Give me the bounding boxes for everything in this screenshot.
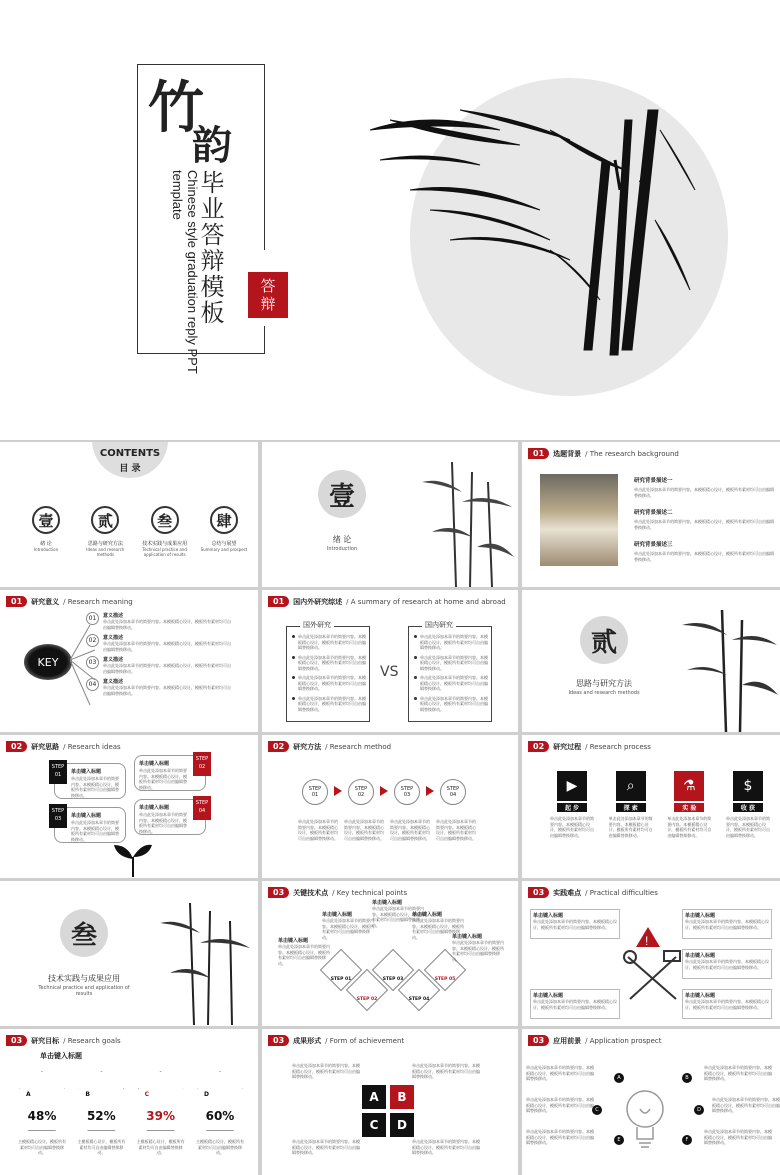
method-step-text: 单击此处添加本章节的简要内容。本模板精心设计，模板所有素材均可自由编辑替换移动。 [390, 819, 430, 841]
goal-text: 主模板精心设计，模板所有素材均可自由编辑替换移动。 [77, 1139, 126, 1155]
contents-item[interactable] [139, 506, 191, 557]
foreign-research-label: 国外研究 [300, 620, 334, 630]
ideas-step[interactable] [51, 763, 126, 799]
ideas-step-text: 单击此处添加本章节的简要内容。本模板精心设计，模板所有素材均可自由编辑替换移动。 [71, 776, 119, 798]
topic-background-slide[interactable] [522, 442, 780, 587]
heading-english: / Key technical points [332, 888, 408, 897]
prospect-text: 单击此处添加本章节的简要内容。本模板精心设计，模板所有素材均可自由编辑替换移动。 [526, 1129, 594, 1145]
summary-bullet [414, 634, 488, 651]
tech-note-text: 单击此处添加本章节的简要内容。本模板精心设计，模板所有素材均可自由编辑替换移动。 [322, 918, 374, 940]
heading-number: 03 [6, 1035, 27, 1046]
process-text: 单击此处添加本章节的简要内容。本模板精心设计，模板所有素材均可自由编辑替换移动。 [725, 816, 770, 838]
slide-heading [6, 741, 121, 752]
heading-english: / The research background [585, 449, 679, 458]
method-step-text: 单击此处添加本章节的简要内容。本模板精心设计，模板所有素材均可自由编辑替换移动。 [344, 819, 384, 841]
difficulty-title: 单击键入标题 [685, 953, 716, 959]
process-label: 起 步 [557, 803, 587, 812]
meaning-item-number: 01 [86, 612, 99, 625]
difficulty-text: 单击此处添加本章节的简要内容。本模板精心设计，模板所有素材均可自由编辑替换移动。 [685, 999, 769, 1010]
tech-step-label: STEP 01 [330, 977, 352, 982]
difficulty-text: 单击此处添加本章节的简要内容。本模板精心设计，模板所有素材均可自由编辑替换移动。 [685, 919, 769, 930]
process-item[interactable] [609, 771, 653, 838]
topic-item [634, 476, 774, 498]
heading-english: / Application prospect [585, 1036, 662, 1045]
seal-char-2: 辩 [260, 295, 276, 313]
process-items [550, 771, 770, 838]
tech-step-label: STEP 05 [434, 977, 456, 982]
summary-bullet [292, 696, 366, 713]
difficulty-title: 单击键入标题 [533, 913, 564, 919]
summary-bullet-text: 单击此处添加本章节的简要内容。本模板精心设计，模板所有素材均可自由编辑替换移动。 [420, 695, 488, 712]
method-step-circle[interactable]: STEP 03 [394, 779, 420, 805]
cover-slide[interactable] [0, 0, 780, 440]
process-item[interactable] [726, 771, 770, 838]
meaning-item-title: 意义描述 [103, 657, 124, 663]
lightbulb-icon [622, 1087, 668, 1153]
research-process-slide[interactable] [522, 735, 780, 878]
process-item[interactable] [550, 771, 594, 838]
section-subtitle: Technical practice and application of results [38, 985, 130, 997]
meaning-item-text: 单击此处添加本章节的简要内容。本模板精心设计，模板所有素材均可自由编辑替换移动。 [103, 619, 231, 630]
svg-text:!: ! [645, 934, 649, 948]
vs-label: VS [380, 664, 399, 680]
process-icon: ▶ [557, 771, 587, 801]
heading-number: 03 [528, 887, 549, 898]
ideas-step[interactable] [51, 807, 126, 843]
summary-bullet [414, 655, 488, 672]
heading-text: 关键技术点 [293, 888, 329, 897]
meaning-item-body [103, 612, 233, 630]
step-badge: STEP 04 [193, 796, 211, 820]
bamboo-illustration [370, 100, 700, 360]
heading-number: 01 [528, 448, 549, 459]
bullet-dot-icon [414, 676, 417, 679]
title-en: Chinese style graduation reply PPT template [170, 170, 200, 374]
summary-bullet-text: 单击此处添加本章节的简要内容。本模板精心设计，模板所有素材均可自由编辑替换移动。 [420, 634, 488, 650]
goal-item [18, 1071, 66, 1156]
method-step-text: 单击此处添加本章节的简要内容。本模板精心设计，模板所有素材均可自由编辑替换移动。 [298, 819, 338, 841]
slide-heading [528, 448, 679, 459]
contents-item-title: 技术实践与成果应用 [142, 541, 188, 547]
title-big-1: 竹 [148, 75, 204, 141]
tech-note-title: 单击键入标题 [452, 934, 483, 940]
key-tech-slide[interactable] [262, 881, 518, 1026]
bullet-dot-icon [292, 635, 295, 638]
bullet-dot-icon [414, 656, 417, 659]
heading-english: / Research ideas [63, 742, 121, 751]
topic-item [634, 540, 774, 562]
meaning-item-text: 单击此处添加本章节的简要内容。本模板精心设计，模板所有素材均可自由编辑替换移动。 [103, 685, 231, 696]
difficulty-box [530, 989, 620, 1019]
tech-note-text: 单击此处添加本章节的简要内容。本模板精心设计，模板所有素材均可自由编辑替换移动。 [372, 906, 424, 928]
goal-percent: 39% [146, 1109, 176, 1123]
topic-items [634, 476, 774, 572]
summary-bullet-text: 单击此处添加本章节的简要内容。本模板精心设计，模板所有素材均可自由编辑替换移动。 [298, 634, 366, 650]
ideas-step-text: 单击此处添加本章节的简要内容。本模板精心设计，模板所有素材均可自由编辑替换移动。 [71, 820, 119, 842]
heading-number: 03 [268, 1035, 289, 1046]
meaning-item [86, 656, 254, 674]
ideas-step-title: 单击键入标题 [139, 761, 170, 767]
difficulty-text: 单击此处添加本章节的简要内容。本模板精心设计，模板所有素材均可自由编辑替换移动。 [685, 959, 769, 970]
contents-slide[interactable] [0, 442, 258, 587]
topic-item-title: 研究背景描述一 [634, 478, 673, 484]
difficulty-title: 单击键入标题 [533, 993, 564, 999]
method-step-text: 单击此处添加本章节的简要内容。本模板精心设计，模板所有素材均可自由编辑替换移动。 [436, 819, 476, 841]
heading-text: 应用前景 [553, 1036, 582, 1045]
summary-bullet [292, 655, 366, 672]
achieve-square[interactable]: C [362, 1113, 386, 1137]
difficulty-box [530, 909, 620, 939]
contents-item-subtitle: Introduction [33, 547, 59, 552]
topic-item [634, 508, 774, 530]
goal-letter: B [85, 1091, 90, 1098]
meaning-item-number: 04 [86, 678, 99, 691]
contents-item[interactable] [198, 506, 250, 557]
goals-heading: 单击键入标题 [40, 1052, 82, 1060]
heading-text: 研究目标 [31, 1036, 60, 1045]
heading-number: 02 [6, 741, 27, 752]
heading-english: / Research goals [63, 1036, 121, 1045]
contents-seal: 叁 [151, 506, 179, 534]
process-icon: ⌕ [616, 771, 646, 801]
heading-number: 02 [268, 741, 289, 752]
goal-percent: 52% [86, 1109, 116, 1123]
summary-bullet-text: 单击此处添加本章节的简要内容。本模板精心设计，模板所有素材均可自由编辑替换移动。 [298, 695, 366, 712]
section2-slide[interactable] [522, 590, 780, 732]
summary-bullet [292, 634, 366, 651]
bullet-dot-icon [292, 697, 295, 700]
goal-item [137, 1071, 185, 1156]
goal-letter: D [203, 1091, 209, 1098]
meaning-item-body [103, 656, 233, 674]
goal-item [196, 1071, 244, 1156]
topic-item-text: 单击此处添加本章节的简要内容。本模板精心设计，模板所有素材均可自由编辑替换移动。 [634, 551, 774, 562]
heading-english: / Research process [585, 742, 651, 751]
title-frame-right-bottom [264, 326, 265, 354]
heading-number: 03 [268, 887, 289, 898]
difficulty-text: 单击此处添加本章节的简要内容。本模板精心设计，模板所有素材均可自由编辑替换移动。 [533, 999, 617, 1010]
ideas-step-text: 单击此处添加本章节的简要内容。本模板精心设计，模板所有素材均可自由编辑替换移动。 [139, 812, 187, 834]
heading-text: 研究过程 [553, 742, 582, 751]
tech-note-title: 单击键入标题 [372, 900, 403, 906]
title-big-2: 韵 [192, 122, 232, 169]
heading-text: 研究方法 [293, 742, 322, 751]
meaning-item-body [103, 678, 233, 696]
ideas-step-title: 单击键入标题 [71, 813, 102, 819]
meaning-item-title: 意义描述 [103, 635, 124, 641]
prospect-node: F [682, 1135, 692, 1145]
domestic-text-list [414, 634, 488, 716]
seal-char-1: 答 [260, 277, 276, 295]
title-frame-right [264, 64, 265, 250]
goal-percent: 48% [27, 1109, 57, 1123]
summary-bullet-text: 单击此处添加本章节的简要内容。本模板精心设计，模板所有素材均可自由编辑替换移动。 [298, 675, 366, 691]
topic-item-text: 单击此处添加本章节的简要内容。本模板精心设计，模板所有素材均可自由编辑替换移动。 [634, 487, 774, 498]
bullet-dot-icon [292, 656, 295, 659]
meaning-item-number: 02 [86, 634, 99, 647]
meaning-items [86, 612, 254, 700]
heading-number: 03 [528, 1035, 549, 1046]
tech-step-label: STEP 04 [408, 997, 430, 1002]
step-badge: STEP 01 [49, 760, 67, 784]
method-step-circle[interactable]: STEP 04 [440, 779, 466, 805]
prospect-node: A [614, 1073, 624, 1083]
prospect-text: 单击此处添加本章节的简要内容。本模板精心设计，模板所有素材均可自由编辑替换移动。 [526, 1097, 594, 1113]
contents-seal: 壹 [32, 506, 60, 534]
tech-note [322, 911, 374, 940]
heading-english: / A summary of research at home and abroad [346, 597, 506, 606]
difficulty-box [682, 949, 772, 979]
ideas-step-title: 单击键入标题 [71, 769, 102, 775]
heading-english: / Research method [325, 742, 392, 751]
prospect-text: 单击此处添加本章节的简要内容。本模板精心设计，模板所有素材均可自由编辑替换移动。 [526, 1065, 594, 1081]
goal-letter: A [26, 1091, 31, 1098]
contents-subtitle: 目 录 [119, 464, 141, 474]
slide-heading [528, 887, 658, 898]
section1-slide[interactable] [262, 442, 518, 587]
process-label: 实 验 [674, 803, 704, 812]
prospect-text: 单击此处添加本章节的简要内容。本模板精心设计，模板所有素材均可自由编辑替换移动。 [704, 1129, 772, 1145]
tech-step-label: STEP 03 [382, 977, 404, 982]
goal-text: 主模板精心设计，模板所有素材均可自由编辑替换移动。 [195, 1139, 244, 1155]
summary-bullet [414, 696, 488, 713]
heading-number: 02 [528, 741, 549, 752]
contents-item-title: 绪 论 [40, 541, 52, 547]
process-item[interactable] [667, 771, 711, 838]
contents-title: CONTENTS [99, 448, 161, 459]
meaning-item [86, 678, 254, 696]
seal-stamp [248, 272, 288, 318]
domestic-research-label: 国内研究 [422, 620, 456, 630]
bamboo-small-illustration [682, 610, 778, 732]
section-number-seal: 壹 [318, 470, 366, 518]
heading-text: 实践难点 [553, 888, 582, 897]
sprout-icon [112, 839, 152, 877]
section-title: 绪 论 [332, 535, 352, 544]
arrow-right-icon [380, 786, 388, 796]
contents-item-title: 总结与展望 [211, 541, 237, 547]
achieve-text: 单击此处添加本章节的简要内容。本模板精心设计，模板所有素材均可自由编辑替换移动。 [412, 1063, 480, 1079]
contents-item-subtitle: Ideas and research methods [86, 547, 125, 557]
contents-item-title: 思路与研究方法 [87, 541, 123, 547]
tech-note-text: 单击此处添加本章节的简要内容。本模板精心设计，模板所有素材均可自由编辑替换移动。 [278, 944, 330, 966]
tech-note-title: 单击键入标题 [278, 938, 309, 944]
section-subtitle: Introduction [326, 546, 358, 552]
section-title: 技术实践与成果应用 [48, 974, 120, 983]
section3-slide[interactable] [0, 881, 258, 1026]
achieve-square[interactable]: A [362, 1085, 386, 1109]
slide-heading [268, 596, 506, 607]
goal-text: 主模板精心设计，模板所有素材均可自由编辑替换移动。 [18, 1139, 66, 1155]
bamboo-small-illustration [422, 462, 516, 587]
goals-items [18, 1071, 244, 1156]
ideas-step-title: 单击键入标题 [139, 805, 170, 811]
tech-note-text: 单击此处添加本章节的简要内容。本模板精心设计，模板所有素材均可自由编辑替换移动。 [412, 918, 464, 940]
meaning-item [86, 634, 254, 652]
process-text: 单击此处添加本章节的简要内容。本模板精心设计，模板所有素材均可自由编辑替换移动。 [608, 816, 653, 838]
process-label: 探 索 [616, 803, 646, 812]
ideas-step[interactable] [134, 755, 209, 791]
books-photo [540, 474, 618, 566]
heading-english: / Research meaning [63, 597, 133, 606]
difficulty-text: 单击此处添加本章节的简要内容。本模板精心设计，模板所有素材均可自由编辑替换移动。 [533, 919, 617, 930]
difficulty-title: 单击键入标题 [685, 993, 716, 999]
tools-icon [620, 927, 686, 1003]
contents-seal: 贰 [91, 506, 119, 534]
meaning-item [86, 612, 254, 630]
achieve-text: 单击此处添加本章节的简要内容。本模板精心设计，模板所有素材均可自由编辑替换移动。 [412, 1139, 480, 1155]
achievement-slide[interactable] [262, 1029, 518, 1175]
heading-english: / Practical difficulties [585, 888, 658, 897]
contents-seal: 肆 [210, 506, 238, 534]
prospect-node: D [694, 1105, 704, 1115]
slide-heading [528, 741, 651, 752]
process-text: 单击此处添加本章节的简要内容。本模板精心设计，模板所有素材均可自由编辑替换移动。 [667, 816, 712, 838]
contents-list [20, 506, 250, 557]
meaning-item-title: 意义描述 [103, 613, 124, 619]
ideas-step-text: 单击此处添加本章节的简要内容。本模板精心设计，模板所有素材均可自由编辑替换移动。 [139, 768, 187, 790]
slide-heading [268, 741, 391, 752]
contents-item-subtitle: Summary and prospect [200, 547, 248, 552]
heading-text: 研究思路 [31, 742, 60, 751]
research-method-slide[interactable] [262, 735, 518, 878]
section-number-seal: 叁 [60, 909, 108, 957]
ideas-step[interactable] [134, 799, 209, 835]
prospect-text: 单击此处添加本章节的简要内容。本模板精心设计，模板所有素材均可自由编辑替换移动。 [712, 1097, 780, 1113]
heading-number: 01 [6, 596, 27, 607]
prospect-node: B [682, 1073, 692, 1083]
process-text: 单击此处添加本章节的简要内容。本模板精心设计，模板所有素材均可自由编辑替换移动。 [550, 816, 594, 838]
slide-heading [6, 596, 133, 607]
difficulty-box [682, 909, 772, 939]
process-icon: ⚗ [674, 771, 704, 801]
tech-note-title: 单击键入标题 [412, 912, 443, 918]
bullet-dot-icon [292, 676, 295, 679]
tech-note [412, 911, 464, 940]
prospect-slide[interactable] [522, 1029, 780, 1175]
heading-text: 国内外研究综述 [293, 597, 343, 606]
tech-note-title: 单击键入标题 [322, 912, 353, 918]
process-icon: $ [733, 771, 763, 801]
heading-number: 01 [268, 596, 289, 607]
prospect-node: E [614, 1135, 624, 1145]
heading-text: 选题背景 [553, 449, 582, 458]
step-badge: STEP 03 [49, 804, 67, 828]
bamboo-small-illustration [160, 903, 254, 1025]
arrow-right-icon [426, 786, 434, 796]
achieve-square[interactable]: B [390, 1085, 414, 1109]
bullet-dot-icon [414, 635, 417, 638]
meaning-item-text: 单击此处添加本章节的简要内容。本模板精心设计，模板所有素材均可自由编辑替换移动。 [103, 641, 231, 652]
achieve-text: 单击此处添加本章节的简要内容。本模板精心设计，模板所有素材均可自由编辑替换移动。 [292, 1139, 360, 1155]
slide-heading [528, 1035, 662, 1046]
topic-item-title: 研究背景描述三 [634, 542, 673, 548]
research-ideas-slide[interactable] [0, 735, 258, 878]
achieve-square[interactable]: D [390, 1113, 414, 1137]
topic-item-text: 单击此处添加本章节的简要内容。本模板精心设计，模板所有素材均可自由编辑替换移动。 [634, 519, 774, 530]
goal-letter: C [144, 1091, 150, 1098]
goal-item [77, 1071, 125, 1156]
section-subtitle: Ideas and research methods [568, 690, 640, 696]
achieve-text: 单击此处添加本章节的简要内容。本模板精心设计，模板所有素材均可自由编辑替换移动。 [292, 1063, 360, 1079]
meaning-slide[interactable] [0, 590, 258, 732]
title-cn: 毕业答辩模板 [196, 170, 224, 326]
summary-bullet-text: 单击此处添加本章节的简要内容。本模板精心设计，模板所有素材均可自由编辑替换移动。 [420, 675, 488, 691]
slide-heading [6, 1035, 121, 1046]
section-number-seal: 贰 [580, 616, 628, 664]
research-summary-slide[interactable] [262, 590, 518, 732]
meaning-item-body [103, 634, 233, 652]
section-title: 思路与研究方法 [576, 679, 632, 688]
slide-heading [268, 1035, 404, 1046]
tech-note-text: 单击此处添加本章节的简要内容。本模板精心设计，模板所有素材均可自由编辑替换移动。 [452, 940, 504, 962]
meaning-item-number: 03 [86, 656, 99, 669]
meaning-item-title: 意义描述 [103, 679, 124, 685]
tech-step-label: STEP 02 [356, 997, 378, 1002]
step-badge: STEP 02 [193, 752, 211, 776]
research-goals-slide[interactable] [0, 1029, 258, 1175]
process-label: 收 获 [733, 803, 763, 812]
goal-percent: 60% [205, 1109, 235, 1123]
prospect-text: 单击此处添加本章节的简要内容。本模板精心设计，模板所有素材均可自由编辑替换移动。 [704, 1065, 772, 1081]
heading-english: / Form of achievement [325, 1036, 405, 1045]
meaning-item-text: 单击此处添加本章节的简要内容。本模板精心设计，模板所有素材均可自由编辑替换移动。 [103, 663, 231, 674]
goal-text: 主模板精心设计，模板所有素材均可自由编辑替换移动。 [136, 1139, 185, 1155]
summary-bullet-text: 单击此处添加本章节的简要内容。本模板精心设计，模板所有素材均可自由编辑替换移动。 [420, 654, 488, 671]
prospect-node: C [592, 1105, 602, 1115]
method-step-circle[interactable]: STEP 02 [348, 779, 374, 805]
bullet-dot-icon [414, 697, 417, 700]
difficulty-slide[interactable] [522, 881, 780, 1026]
heading-text: 成果形式 [293, 1036, 322, 1045]
summary-bullet [414, 675, 488, 692]
difficulty-title: 单击键入标题 [685, 913, 716, 919]
slide-heading [268, 887, 407, 898]
summary-bullet-text: 单击此处添加本章节的简要内容。本模板精心设计，模板所有素材均可自由编辑替换移动。 [298, 654, 366, 671]
tech-note [278, 937, 330, 966]
difficulty-box [682, 989, 772, 1019]
topic-item-title: 研究背景描述二 [634, 510, 673, 516]
contents-item[interactable] [79, 506, 131, 557]
arrow-right-icon [334, 786, 342, 796]
summary-bullet [292, 675, 366, 692]
foreign-text-list [292, 634, 366, 716]
method-step-circle[interactable]: STEP 01 [302, 779, 328, 805]
contents-item[interactable] [20, 506, 72, 557]
heading-text: 研究意义 [31, 597, 60, 606]
contents-item-subtitle: Technical practice and application of results [142, 547, 187, 557]
key-ink-circle: KEY [24, 644, 72, 680]
